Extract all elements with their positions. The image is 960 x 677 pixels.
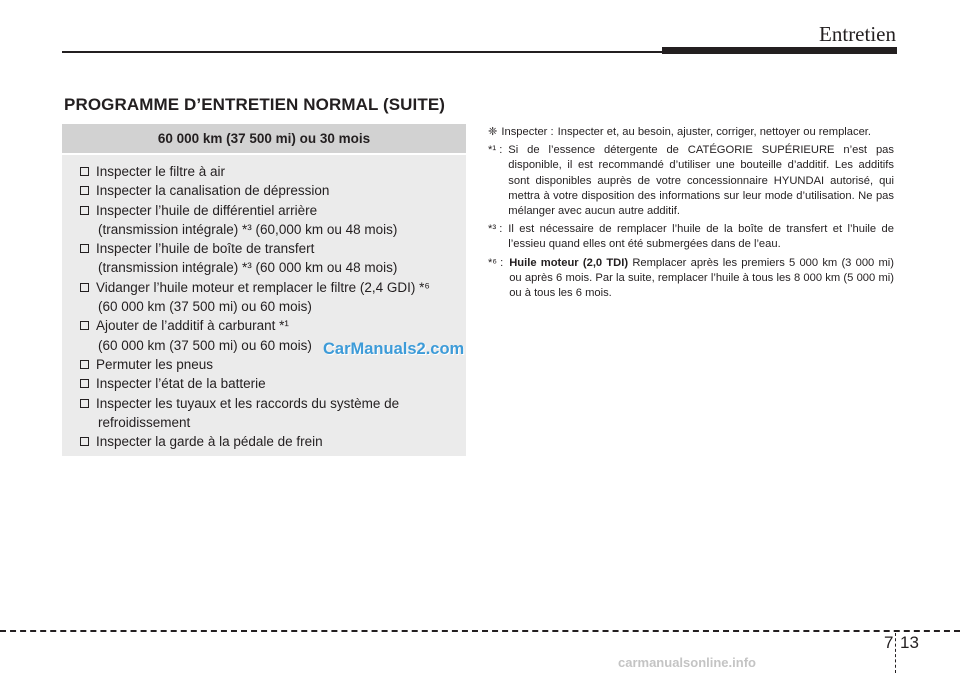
- checklist-text: (transmission intégrale) *³ (60,000 km ou 48 mois): [98, 221, 398, 237]
- checkbox-icon: [80, 283, 89, 292]
- note-3-text: Il est nécessaire de remplacer l’huile de la boîte de transfert et l’huile de l’essieu quand elles ont été submergées dans de l’eau.: [508, 223, 894, 251]
- checklist-item-label: [80, 278, 466, 297]
- section-title: PROGRAMME D’ENTRETIEN NORMAL (SUITE): [64, 95, 446, 114]
- checklist-item: [80, 181, 466, 200]
- checklist-item-continuation: [80, 297, 466, 316]
- checklist-text: (60 000 km (37 500 mi) ou 60 mois): [98, 299, 312, 315]
- watermark-logo: CarManuals2.com: [323, 340, 465, 358]
- checklist-item-continuation: [80, 258, 466, 277]
- footnotes: [488, 125, 894, 304]
- checkbox-icon: [80, 321, 89, 330]
- header-rule: [62, 51, 662, 53]
- checklist-text: Vidanger l’huile moteur et remplacer le filtre (2,4 GDI) *⁶: [96, 279, 430, 295]
- note-6: [488, 256, 894, 302]
- note-3: [488, 222, 894, 252]
- checklist-text: (transmission intégrale) *³ (60 000 km ou 48 mois): [98, 260, 398, 276]
- checklist-text: Permuter les pneus: [96, 356, 214, 372]
- checklist-item: [80, 278, 466, 317]
- checkbox-icon: [80, 399, 89, 408]
- checklist-item-label: [80, 432, 466, 451]
- table-heading: 60 000 km (37 500 mi) ou 30 mois: [62, 124, 466, 155]
- checkbox-icon: [80, 360, 89, 369]
- header-rule-accent: [662, 47, 897, 54]
- checkbox-icon: [80, 186, 89, 195]
- inspect-text: Inspecter et, au besoin, ajuster, corriger, nettoyer ou remplacer.: [557, 126, 872, 138]
- checklist-text: Inspecter la canalisation de dépression: [96, 183, 330, 199]
- checklist-text: Inspecter l’huile de boîte de transfert: [96, 241, 315, 257]
- note-6-body: [509, 256, 894, 302]
- footer-rule: [0, 630, 960, 632]
- inspect-symbol-icon: ❈: [488, 126, 498, 138]
- note-3-mark: *³ :: [488, 223, 503, 236]
- note-1-mark: *¹ :: [488, 144, 503, 157]
- page-number-separator: [895, 633, 896, 673]
- note-inspect: [488, 125, 894, 140]
- maintenance-table: [62, 124, 466, 456]
- checklist-text: Inspecter le filtre à air: [96, 164, 226, 179]
- checklist-item-label: [80, 374, 466, 393]
- checklist-item: [80, 201, 466, 240]
- site-watermark: carmanualsonline.info: [618, 655, 756, 670]
- checklist: [62, 155, 466, 451]
- checkbox-icon: [80, 167, 89, 176]
- chapter-title: Entretien: [819, 22, 896, 46]
- note-1: [488, 143, 894, 219]
- checklist-text: Inspecter la garde à la pédale de frein: [96, 434, 323, 450]
- checklist-item: [80, 374, 466, 393]
- checklist-item-continuation: [80, 413, 466, 432]
- note-6-mark: *⁶ :: [488, 256, 504, 269]
- checklist-item-label: [80, 239, 466, 258]
- checklist-text: Ajouter de l’additif à carburant *¹: [96, 318, 289, 334]
- checklist-item: [80, 394, 466, 433]
- checklist-text: Inspecter l’huile de différentiel arrière: [96, 202, 318, 218]
- checklist-item: [80, 432, 466, 451]
- page-number: 13: [900, 633, 919, 652]
- note-6-bold: Huile moteur (2,0 TDI): [509, 256, 629, 269]
- checklist-text: Inspecter l’état de la batterie: [96, 376, 266, 392]
- note-1-text: Si de l’essence détergente de CATÉGORIE SUPÉRIEURE n’est pas disponible, il est recommandé d’utiliser une bouteille d’additif. Les additifs sont disponibles auprès de votre concessionnaire HYUNDAI autorisé, qui mettra à votre disposition des informations sur leur mode d’utilisation. Ne pas mélanger avec aucun autre additif.: [508, 144, 894, 218]
- checklist-item-continuation: [80, 220, 466, 239]
- chapter-number: 7: [884, 633, 894, 652]
- checklist-item: [80, 239, 466, 278]
- checklist-text: Inspecter les tuyaux et les raccords du système de: [96, 395, 400, 411]
- checkbox-icon: [80, 437, 89, 446]
- note-6-text: Remplacer après les premiers 5 000 km (3 000 mi) ou après 6 mois. Par la suite, remplacer l’huile à tous les 8 000 km (5 000 mi) ou à tous les 6 mois.: [509, 256, 895, 300]
- checkbox-icon: [80, 244, 89, 253]
- checklist-item-label: [80, 181, 466, 200]
- checklist-item: [80, 162, 466, 181]
- checklist-text: refroidissement: [98, 414, 191, 430]
- inspect-label: Inspecter :: [501, 126, 554, 138]
- checklist-item-label: [80, 316, 466, 335]
- checkbox-icon: [80, 206, 89, 215]
- checklist-item-label: [80, 394, 466, 413]
- checklist-text: (60 000 km (37 500 mi) ou 60 mois): [98, 337, 312, 353]
- checkbox-icon: [80, 379, 89, 388]
- checklist-item-label: [80, 201, 466, 220]
- checklist-item-label: [80, 162, 466, 181]
